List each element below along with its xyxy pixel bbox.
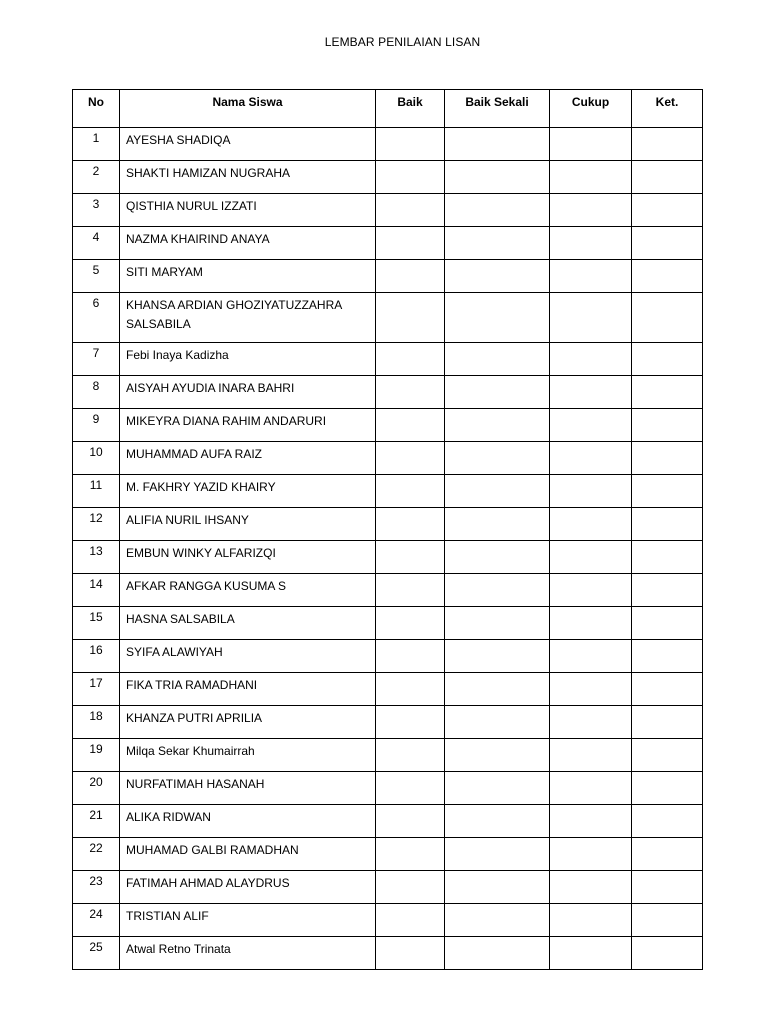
- baik-cell[interactable]: [376, 904, 445, 937]
- student-name: AYESHA SHADIQA: [120, 128, 376, 161]
- row-number: 16: [73, 640, 120, 673]
- baik-sekali-cell[interactable]: [445, 293, 550, 343]
- cukup-cell[interactable]: [550, 161, 632, 194]
- table-row: [73, 260, 703, 293]
- student-name: NURFATIMAH HASANAH: [120, 772, 376, 805]
- table-row: [73, 541, 703, 574]
- ket-cell[interactable]: [632, 541, 703, 574]
- baik-cell[interactable]: [376, 706, 445, 739]
- baik-cell[interactable]: [376, 772, 445, 805]
- baik-sekali-cell[interactable]: [445, 409, 550, 442]
- ket-cell[interactable]: [632, 772, 703, 805]
- row-number: 10: [73, 442, 120, 475]
- table-row: [73, 640, 703, 673]
- baik-sekali-cell[interactable]: [445, 937, 550, 970]
- row-number: 14: [73, 574, 120, 607]
- baik-cell[interactable]: [376, 607, 445, 640]
- ket-cell[interactable]: [632, 475, 703, 508]
- grading-table: [72, 89, 703, 970]
- ket-cell[interactable]: [632, 376, 703, 409]
- ket-cell[interactable]: [632, 293, 703, 343]
- baik-cell[interactable]: [376, 475, 445, 508]
- baik-sekali-cell[interactable]: [445, 838, 550, 871]
- baik-sekali-cell[interactable]: [445, 640, 550, 673]
- table-row: [73, 574, 703, 607]
- cukup-cell[interactable]: [550, 838, 632, 871]
- row-number: 5: [73, 260, 120, 293]
- baik-cell[interactable]: [376, 871, 445, 904]
- baik-sekali-cell[interactable]: [445, 227, 550, 260]
- ket-cell[interactable]: [632, 161, 703, 194]
- row-number: 24: [73, 904, 120, 937]
- baik-sekali-cell[interactable]: [445, 442, 550, 475]
- student-name: FIKA TRIA RAMADHANI: [120, 673, 376, 706]
- row-number: 20: [73, 772, 120, 805]
- baik-cell[interactable]: [376, 442, 445, 475]
- table-row: [73, 293, 703, 343]
- baik-cell[interactable]: [376, 937, 445, 970]
- table-header-row: [73, 90, 703, 128]
- baik-sekali-cell[interactable]: [445, 161, 550, 194]
- student-name: Milqa Sekar Khumairrah: [120, 739, 376, 772]
- header-baik-sekali: Baik Sekali: [445, 90, 550, 128]
- row-number: 6: [73, 293, 120, 343]
- cukup-cell[interactable]: [550, 706, 632, 739]
- table-row: [73, 673, 703, 706]
- row-number: 22: [73, 838, 120, 871]
- baik-cell[interactable]: [376, 805, 445, 838]
- cukup-cell[interactable]: [550, 574, 632, 607]
- row-number: 15: [73, 607, 120, 640]
- ket-cell[interactable]: [632, 838, 703, 871]
- baik-cell[interactable]: [376, 293, 445, 343]
- baik-cell[interactable]: [376, 343, 445, 376]
- ket-cell[interactable]: [632, 194, 703, 227]
- baik-sekali-cell[interactable]: [445, 574, 550, 607]
- table-row: [73, 937, 703, 970]
- cukup-cell[interactable]: [550, 442, 632, 475]
- student-name: SYIFA ALAWIYAH: [120, 640, 376, 673]
- baik-sekali-cell[interactable]: [445, 508, 550, 541]
- baik-cell[interactable]: [376, 673, 445, 706]
- student-name: KHANSA ARDIAN GHOZIYATUZZAHRA SALSABILA: [120, 293, 376, 343]
- cukup-cell[interactable]: [550, 128, 632, 161]
- cukup-cell[interactable]: [550, 508, 632, 541]
- ket-cell[interactable]: [632, 574, 703, 607]
- baik-cell[interactable]: [376, 376, 445, 409]
- table-row: [73, 194, 703, 227]
- baik-cell[interactable]: [376, 838, 445, 871]
- table-row: [73, 508, 703, 541]
- cukup-cell[interactable]: [550, 227, 632, 260]
- row-number: 17: [73, 673, 120, 706]
- baik-sekali-cell[interactable]: [445, 607, 550, 640]
- baik-sekali-cell[interactable]: [445, 541, 550, 574]
- student-name: HASNA SALSABILA: [120, 607, 376, 640]
- row-number: 13: [73, 541, 120, 574]
- ket-cell[interactable]: [632, 343, 703, 376]
- header-ket: Ket.: [632, 90, 703, 128]
- cukup-cell[interactable]: [550, 409, 632, 442]
- ket-cell[interactable]: [632, 673, 703, 706]
- table-row: [73, 376, 703, 409]
- table-row: [73, 772, 703, 805]
- baik-cell[interactable]: [376, 194, 445, 227]
- student-name: SHAKTI HAMIZAN NUGRAHA: [120, 161, 376, 194]
- table-row: [73, 409, 703, 442]
- cukup-cell[interactable]: [550, 260, 632, 293]
- table-row: [73, 607, 703, 640]
- student-name: MUHAMMAD AUFA RAIZ: [120, 442, 376, 475]
- row-number: 7: [73, 343, 120, 376]
- cukup-cell[interactable]: [550, 871, 632, 904]
- baik-cell[interactable]: [376, 161, 445, 194]
- baik-sekali-cell[interactable]: [445, 194, 550, 227]
- cukup-cell[interactable]: [550, 673, 632, 706]
- row-number: 18: [73, 706, 120, 739]
- header-baik: Baik: [376, 90, 445, 128]
- row-number: 23: [73, 871, 120, 904]
- cukup-cell[interactable]: [550, 194, 632, 227]
- cukup-cell[interactable]: [550, 541, 632, 574]
- cukup-cell[interactable]: [550, 293, 632, 343]
- baik-sekali-cell[interactable]: [445, 260, 550, 293]
- student-name: TRISTIAN ALIF: [120, 904, 376, 937]
- row-number: 11: [73, 475, 120, 508]
- baik-cell[interactable]: [376, 409, 445, 442]
- baik-sekali-cell[interactable]: [445, 475, 550, 508]
- row-number: 25: [73, 937, 120, 970]
- cukup-cell[interactable]: [550, 904, 632, 937]
- ket-cell[interactable]: [632, 805, 703, 838]
- cukup-cell[interactable]: [550, 475, 632, 508]
- student-name: M. FAKHRY YAZID KHAIRY: [120, 475, 376, 508]
- table-row: [73, 128, 703, 161]
- student-name: Febi Inaya Kadizha: [120, 343, 376, 376]
- header-no: No: [73, 90, 120, 128]
- ket-cell[interactable]: [632, 640, 703, 673]
- table-row: [73, 343, 703, 376]
- table-row: [73, 805, 703, 838]
- cukup-cell[interactable]: [550, 607, 632, 640]
- ket-cell[interactable]: [632, 260, 703, 293]
- baik-cell[interactable]: [376, 574, 445, 607]
- baik-cell[interactable]: [376, 227, 445, 260]
- table-row: [73, 706, 703, 739]
- baik-sekali-cell[interactable]: [445, 805, 550, 838]
- table-row: [73, 475, 703, 508]
- cukup-cell[interactable]: [550, 376, 632, 409]
- student-name: ALIFIA NURIL IHSANY: [120, 508, 376, 541]
- student-name: FATIMAH AHMAD ALAYDRUS: [120, 871, 376, 904]
- baik-sekali-cell[interactable]: [445, 376, 550, 409]
- baik-sekali-cell[interactable]: [445, 128, 550, 161]
- header-cukup: Cukup: [550, 90, 632, 128]
- row-number: 4: [73, 227, 120, 260]
- baik-sekali-cell[interactable]: [445, 343, 550, 376]
- table-row: [73, 739, 703, 772]
- student-name: SITI MARYAM: [120, 260, 376, 293]
- table-row: [73, 227, 703, 260]
- baik-cell[interactable]: [376, 640, 445, 673]
- student-name: Atwal Retno Trinata: [120, 937, 376, 970]
- baik-sekali-cell[interactable]: [445, 739, 550, 772]
- document-title: LEMBAR PENILAIAN LISAN: [324, 35, 481, 49]
- ket-cell[interactable]: [632, 871, 703, 904]
- baik-cell[interactable]: [376, 128, 445, 161]
- student-name: KHANZA PUTRI APRILIA: [120, 706, 376, 739]
- student-name: AISYAH AYUDIA INARA BAHRI: [120, 376, 376, 409]
- ket-cell[interactable]: [632, 128, 703, 161]
- ket-cell[interactable]: [632, 904, 703, 937]
- table-row: [73, 904, 703, 937]
- table-body: [73, 128, 703, 970]
- student-name: MUHAMAD GALBI RAMADHAN: [120, 838, 376, 871]
- cukup-cell[interactable]: [550, 343, 632, 376]
- ket-cell[interactable]: [632, 508, 703, 541]
- row-number: 12: [73, 508, 120, 541]
- cukup-cell[interactable]: [550, 805, 632, 838]
- baik-sekali-cell[interactable]: [445, 673, 550, 706]
- ket-cell[interactable]: [632, 442, 703, 475]
- baik-sekali-cell[interactable]: [445, 772, 550, 805]
- ket-cell[interactable]: [632, 739, 703, 772]
- row-number: 2: [73, 161, 120, 194]
- student-name: EMBUN WINKY ALFARIZQI: [120, 541, 376, 574]
- student-name: AFKAR RANGGA KUSUMA S: [120, 574, 376, 607]
- table-row: [73, 161, 703, 194]
- student-name: QISTHIA NURUL IZZATI: [120, 194, 376, 227]
- row-number: 19: [73, 739, 120, 772]
- ket-cell[interactable]: [632, 607, 703, 640]
- row-number: 9: [73, 409, 120, 442]
- cukup-cell[interactable]: [550, 640, 632, 673]
- baik-sekali-cell[interactable]: [445, 706, 550, 739]
- student-name: NAZMA KHAIRIND ANAYA: [120, 227, 376, 260]
- table-row: [73, 871, 703, 904]
- baik-cell[interactable]: [376, 508, 445, 541]
- cukup-cell[interactable]: [550, 937, 632, 970]
- header-name: Nama Siswa: [120, 90, 376, 128]
- row-number: 8: [73, 376, 120, 409]
- baik-sekali-cell[interactable]: [445, 871, 550, 904]
- baik-sekali-cell[interactable]: [445, 904, 550, 937]
- ket-cell[interactable]: [632, 937, 703, 970]
- cukup-cell[interactable]: [550, 772, 632, 805]
- table-row: [73, 838, 703, 871]
- cukup-cell[interactable]: [550, 739, 632, 772]
- student-name: ALIKA RIDWAN: [120, 805, 376, 838]
- baik-cell[interactable]: [376, 260, 445, 293]
- row-number: 3: [73, 194, 120, 227]
- baik-cell[interactable]: [376, 541, 445, 574]
- row-number: 21: [73, 805, 120, 838]
- ket-cell[interactable]: [632, 706, 703, 739]
- ket-cell[interactable]: [632, 227, 703, 260]
- table-row: [73, 442, 703, 475]
- student-name: MIKEYRA DIANA RAHIM ANDARURI: [120, 409, 376, 442]
- baik-cell[interactable]: [376, 739, 445, 772]
- row-number: 1: [73, 128, 120, 161]
- ket-cell[interactable]: [632, 409, 703, 442]
